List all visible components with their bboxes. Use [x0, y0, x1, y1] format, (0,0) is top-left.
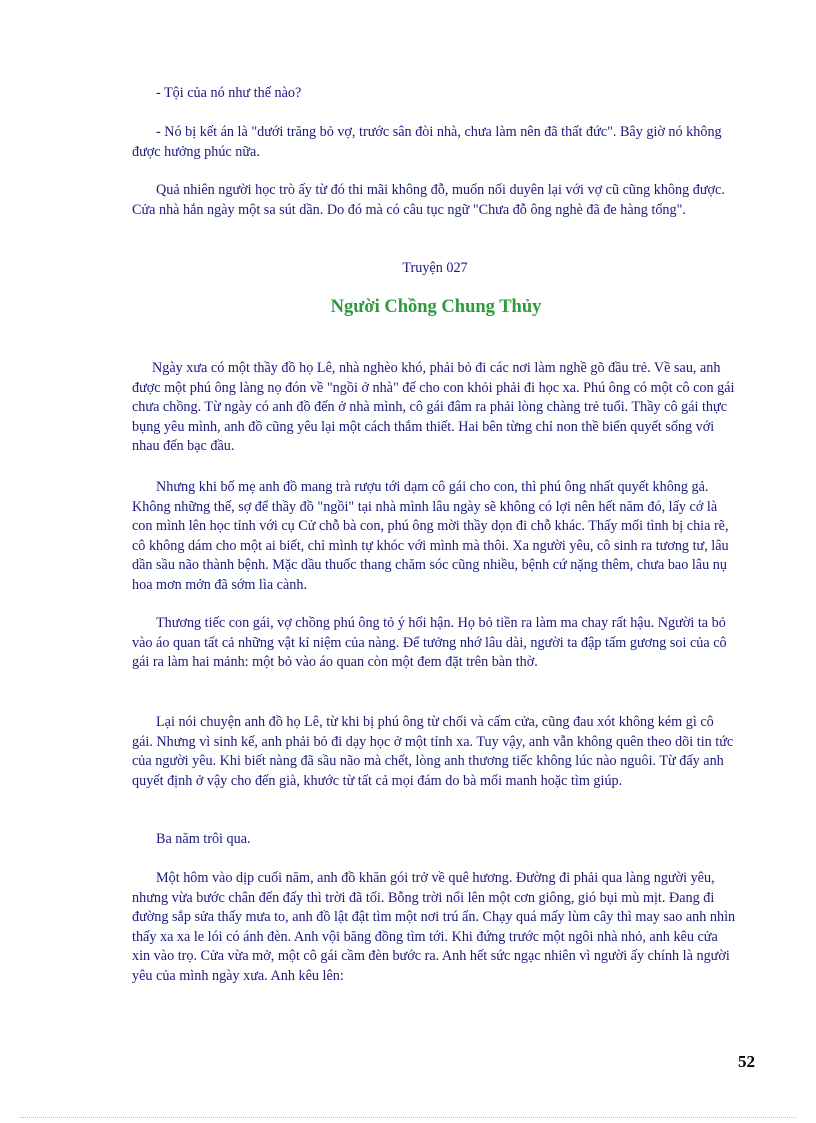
paragraph-story-6: Một hôm vào dịp cuối năm, anh đồ khăn gói trở về quê hương. Đường đi phải qua làng người yêu, nhưng vừa bước chân đến đấy thì trời đã tối. Bỗng trời nổi lên một cơn giông, gió bụi mù mịt. Đang đi đường sắp sửa thấy mưa to, anh đồ lật đật tìm một nơi trú ẩn. Chạy quá mấy lùm cây thì may sao anh nhìn thấy xa xa le lói có ánh đèn. Anh vội băng đồng tìm tới. Khi đứng trước một ngôi nhà nhỏ, anh kêu cửa xin vào trọ. Cửa vừa mở, một cô gái cầm đèn bước ra. Anh hết sức ngạc nhiên vì người ấy chính là người yêu của mình ngày xưa. Anh kêu lên: — [132, 870, 736, 984]
paragraph-story-1: Ngày xưa có một thầy đồ họ Lê, nhà nghèo khó, phải bỏ đi các nơi làm nghề gõ đầu trẻ. Về sau, anh được một phú ông làng nọ đón về "ngồi ở nhà" để cho con khỏi phải đi học xa. Phú ông có một cô con gái chưa chồng. Từ ngày có anh đồ đến ở nhà mình, cô gái đâm ra phải lòng chàng trẻ tuổi. Thầy cô gái thực bụng yêu mình, anh đồ cũng yêu lại một cách thắm thiết. Hai bên từng chỉ non thề biển quyết sống với nhau đến bạc đầu. — [132, 360, 735, 454]
paragraph-proverb: Quả nhiên người học trò ấy từ đó thi mãi không đỗ, muốn nối duyên lại với vợ cũ cũng không được. Cửa nhà hắn ngày một sa sút dần. Do đó mà có câu tục ngữ "Chưa đỗ ông nghè đã đe hàng tổng". — [132, 182, 725, 218]
story-title: Người Chồng Chung Thủy — [330, 297, 542, 317]
footer-divider — [20, 1117, 796, 1118]
page-number: 52 — [738, 1052, 755, 1071]
paragraph-story-4: Lại nói chuyện anh đồ họ Lê, từ khi bị phú ông từ chối và cấm cửa, cũng đau xót không kém gì cô gái. Nhưng vì sinh kế, anh phải bỏ đi dạy học ở một tỉnh xa. Tuy vậy, anh vẫn không quên theo dõi tin tức của người yêu. Khi biết nàng đã sầu não mà chết, lòng anh thương tiếc không lúc nào nguôi. Từ đấy anh quyết định ở vậy cho đến già, khước từ tất cả mọi đám do bà mối manh hoặc tìm giúp. — [132, 714, 734, 789]
paragraph-story-2: Nhưng khi bố mẹ anh đồ mang trà rượu tới dạm cô gái cho con, thì phú ông nhất quyết không gả. Không những thế, sợ để thầy đồ "ngồi" tại nhà mình lâu ngày sẽ không có lợi nên hết năm đó, lấy cớ là con mình lên học tỉnh với cụ Cử chỗ bà con, phú ông mời thầy dọn đi chỗ khác. Thấy mối tình bị chia rẽ, cô không dám cho một ai biết, chỉ mình tự khóc với mình mà thôi. Xa người yêu, cô sinh ra tương tư, lâu dần sầu não thành bệnh. Mặc dầu thuốc thang chăm sóc cũng nhiều, bệnh cứ nặng thêm, chưa bao lâu nụ hoa mơn mởn đã sớm lìa cành. — [132, 479, 729, 593]
paragraph-question: - Tội của nó như thế nào? — [156, 85, 302, 101]
paragraph-story-5: Ba năm trôi qua. — [156, 831, 251, 847]
paragraph-verdict: - Nó bị kết án là "dưới trăng bỏ vợ, trước sân đòi nhà, chưa làm nên đã thất đức". Bây giờ nó không được hưởng phúc nữa. — [132, 124, 722, 160]
paragraph-story-3: Thương tiếc con gái, vợ chồng phú ông tỏ ý hối hận. Họ bỏ tiền ra làm ma chay rất hậu. Người ta bỏ vào áo quan tất cả những vật kỉ niệm của nàng. Để tưởng nhớ lâu dài, người ta đập tấm gương soi của cô gái ra làm hai mảnh: một bỏ vào áo quan còn một đem đặt trên bàn thờ. — [132, 615, 727, 670]
story-number: Truyện 027 — [402, 260, 468, 276]
